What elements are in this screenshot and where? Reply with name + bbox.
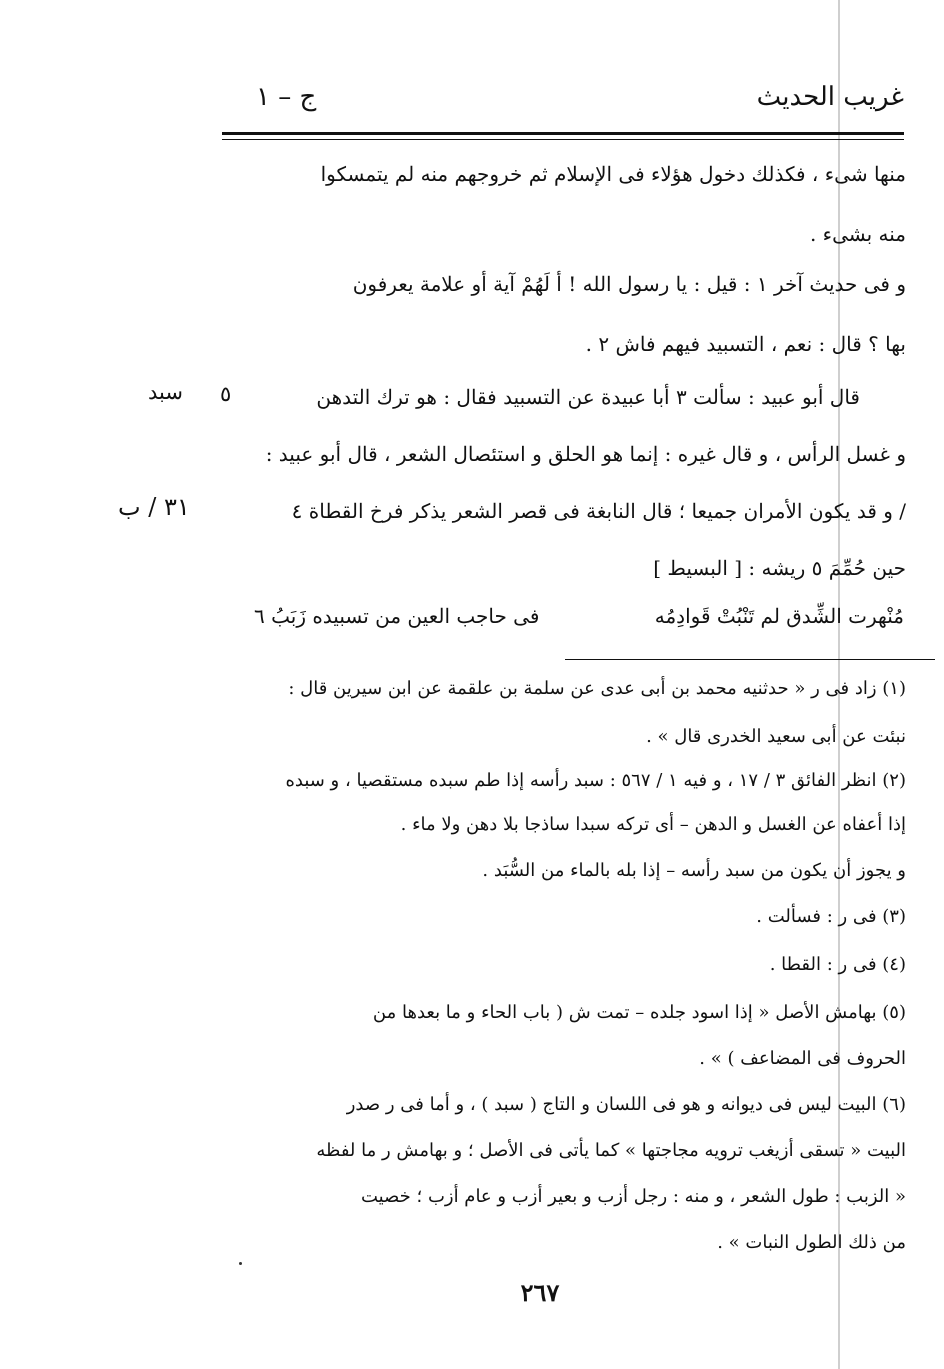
footnote-line: (٣) فى ر : فسألت .	[756, 906, 906, 927]
folio-marker: ٣١ / ب	[118, 493, 190, 521]
margin-keyword: سبد	[148, 380, 183, 404]
line-number-marker: ٥	[220, 382, 232, 406]
text-line: حين حُمِّمَ ٥ ريشه : [ البسيط ]	[653, 556, 906, 580]
footnote-line: من ذلك الطول النبات » .	[717, 1232, 906, 1253]
volume-label: ج – ١	[256, 82, 317, 112]
footnote-line: (٦) البيت ليس فى ديوانه و هو فى اللسان و التاج ( سبد ) ، و أما فى ر صدر	[346, 1094, 906, 1115]
footnote-line: (٥) بهامش الأصل « إذا اسود جلده – تمت ش ( باب الحاء و ما بعدها من	[372, 1002, 906, 1023]
poetry-verse	[254, 604, 904, 636]
verse-second-hemistich: فى حاجب العين من تسبيده زَبَبُ ٦	[254, 604, 540, 628]
text-line: منها شىء ، فكذلك دخول هؤلاء فى الإسلام ثم خروجهم منه لم يتمسكوا	[320, 162, 906, 186]
main-text	[240, 0, 906, 650]
footnote-line: الحروف فى المضاعف ) » .	[699, 1048, 906, 1069]
text-line: و غسل الرأس ، و قال غيره : إنما هو الحلق و استئصال الشعر ، قال أبو عبيد :	[265, 442, 906, 466]
footnote-line: (٢) انظر الفائق ٣ / ١٧ ، و فيه ١ / ٥٦٧ : سبد رأسه إذا طم سبده مستقصيا ، و سبده	[285, 770, 906, 791]
text-line: / و قد يكون الأمران جميعا ؛ قال النابغة فى قصر الشعر يذكر فرخ القطاة ٤	[291, 499, 906, 523]
page-number: ٢٦٧	[520, 1278, 560, 1307]
footnote-line: إذا أعفاه عن الغسل و الدهن – أى تركه سبدا ساذجا بلا دهن ولا ماء .	[400, 814, 906, 835]
footnote-line: (١) زاد فى ر « حدثنيه محمد بن أبى عدى عن سلمة بن علقمة عن ابن سيرين قال :	[288, 678, 906, 699]
text-line: قال أبو عبيد : سألت ٣ أبا عبيدة عن التسبيد فقال : هو ترك التدهن	[316, 385, 860, 409]
footnote-line: (٤) فى ر : القطا .	[769, 954, 906, 975]
footnote-line: « الزبب : طول الشعر ، و منه : رجل أزب و بعير أزب و عام أزب ؛ خصيت	[360, 1186, 906, 1207]
text-line: و فى حديث آخر ١ : قيل : يا رسول الله ! أ لَهُمْ آية أو علامة يعرفون	[352, 272, 906, 296]
text-line: بها ؟ قال : نعم ، التسبيد فيهم فاش ٢ .	[585, 332, 906, 356]
footnote-line: و يجوز أن يكون من سبد رأسه – إذا بله بالماء من السُّبَد .	[482, 860, 906, 881]
book-title: غريب الحديث	[756, 82, 904, 112]
text-line: منه بشىء .	[809, 222, 906, 246]
footnote-line: نبئت عن أبى سعيد الخدرى قال » .	[646, 726, 906, 747]
ink-speck	[239, 1262, 242, 1265]
footnote-separator	[565, 659, 935, 660]
verse-first-hemistich: مُنْهرت الشِّدق لم تَنْبُتْ قَوادِمُه	[654, 604, 904, 628]
footnote-line: البيت « تسقى أزيغب ترويه مجاجتها » كما يأتى فى الأصل ؛ و بهامش ر ما لفظه	[316, 1140, 906, 1161]
